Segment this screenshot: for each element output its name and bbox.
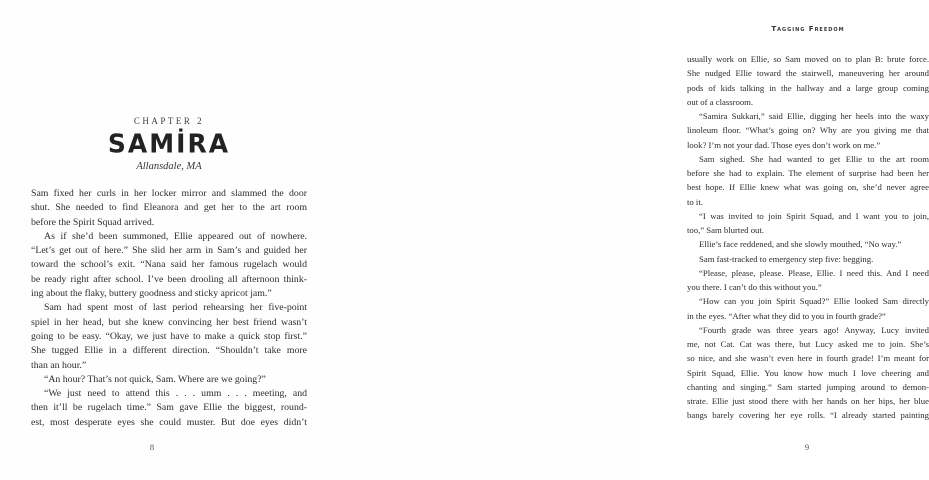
text-line: in the eyes. “After what they did to you in fourth grade?”	[687, 310, 886, 321]
right-page-body-text	[687, 52, 929, 423]
text-line: est, most desperate eyes she could muster. But doe eyes didn’t	[31, 416, 307, 428]
text-line: “Let’s get out of here.” She slid her arm in Sam’s and guided her	[31, 245, 307, 257]
chapter-title: SAMİRA	[107, 128, 231, 159]
text-line: As if she’d been summoned, Ellie appeared out of nowhere.	[44, 230, 307, 242]
page-number-right: 9	[804, 442, 810, 452]
text-line: me, not Cat. Cat was there, but Lucy asked me to join. She’s	[687, 339, 929, 349]
text-line: Sam fixed her curls in her locker mirror and slammed the door	[31, 188, 307, 199]
text-line: out of a classroom.	[687, 96, 754, 107]
text-line: “Please, please, please. Please, Ellie. I need this. And I need	[699, 267, 929, 278]
text-line: chanting and singing.” Sam started jumping around to demon-	[687, 381, 929, 392]
text-line: to it.	[687, 196, 703, 207]
text-line: “An hour? That’s not quick, Sam. Where are we going?”	[44, 373, 266, 385]
text-line: too,” Sam blurted out.	[687, 225, 764, 235]
running-header: Tagging Freedom	[771, 25, 845, 33]
text-line: Sam fast-tracked to emergency step five: begging.	[699, 253, 874, 264]
text-line: “I was invited to join Spirit Squad, and I want you to join,	[699, 210, 929, 221]
text-line: strate. Ellie just stood there with her hands on her hips, her blue	[687, 396, 929, 406]
text-line: “Samira Sukkari,” said Ellie, digging her heels into the waxy	[699, 111, 929, 121]
text-line: going to be easy. “Okay, we just have to make a quick stop first.”	[31, 330, 307, 342]
text-line: look? I’m not your dad. Those eyes don’t work on me.”	[687, 139, 881, 150]
text-line: than an hour.”	[31, 359, 87, 371]
text-line: Ellie’s face reddened, and she slowly mouthed, “No way.”	[699, 239, 902, 250]
text-line: She tugged Ellie in a different direction. “Shouldn’t take more	[31, 345, 307, 357]
text-line: “How can you join Spirit Squad?” Ellie looked Sam directly	[699, 296, 929, 307]
text-line: so nice, and she wasn’t even here in fourth grade! I’m meant for	[687, 353, 929, 364]
text-line: best hope. If Ellie knew what was going on, she’d never agree	[687, 182, 929, 193]
text-line: Sam had spent most of last period rehearsing her five-point	[44, 302, 307, 314]
text-line: bangs barely covering her eye rolls. “I already started painting	[687, 410, 929, 421]
chapter-label: CHAPTER 2	[133, 116, 205, 126]
page-left	[0, 0, 320, 480]
text-line: She nudged Ellie toward the stairwell, maneuvering her around	[687, 68, 929, 79]
text-line: Spirit Squad, Ellie. You know how much I love cheering and	[687, 367, 929, 378]
chapter-location: Allansdale, MA	[136, 161, 202, 172]
text-line: linoleum floor. “What’s going on? Why are you giving me that	[687, 125, 929, 136]
text-line: ing about the flaky, buttery goodness and sticky apricot jam.”	[31, 288, 272, 300]
text-line: spiel in her head, but she knew convincing her best friend wasn’t	[31, 316, 307, 328]
page-number-left: 8	[149, 442, 155, 452]
text-line: “We just need to attend this . . . umm . . . meeting, and	[44, 388, 307, 400]
text-line: you there. I can’t do this without you.”	[687, 282, 822, 292]
text-line: shut. She needed to find Eleanora and get her to the art room	[31, 202, 307, 214]
text-line: pods of kids talking in the hallway and a large group coming	[687, 82, 929, 93]
text-line: be ready right after school. I’ve been drooling all afternoon think-	[31, 273, 307, 285]
text-line: before she had to explain. The element of surprise had been her	[687, 168, 929, 178]
text-line: toward the school’s exit. “Nana said her famous rugelach would	[31, 259, 307, 271]
text-line: Sam sighed. She had wanted to get Ellie to the art room	[699, 153, 929, 164]
page-right	[320, 0, 929, 480]
text-line: then it’ll be rugelach time.” Sam gave Ellie the biggest, round-	[31, 402, 307, 414]
left-page-body-text	[31, 187, 307, 430]
text-line: “Fourth grade was three years ago! Anyway, Lucy invited	[699, 324, 929, 335]
text-line: usually work on Ellie, so Sam moved on to plan B: brute force.	[687, 54, 929, 64]
text-line: before the Spirit Squad arrived.	[31, 216, 155, 228]
